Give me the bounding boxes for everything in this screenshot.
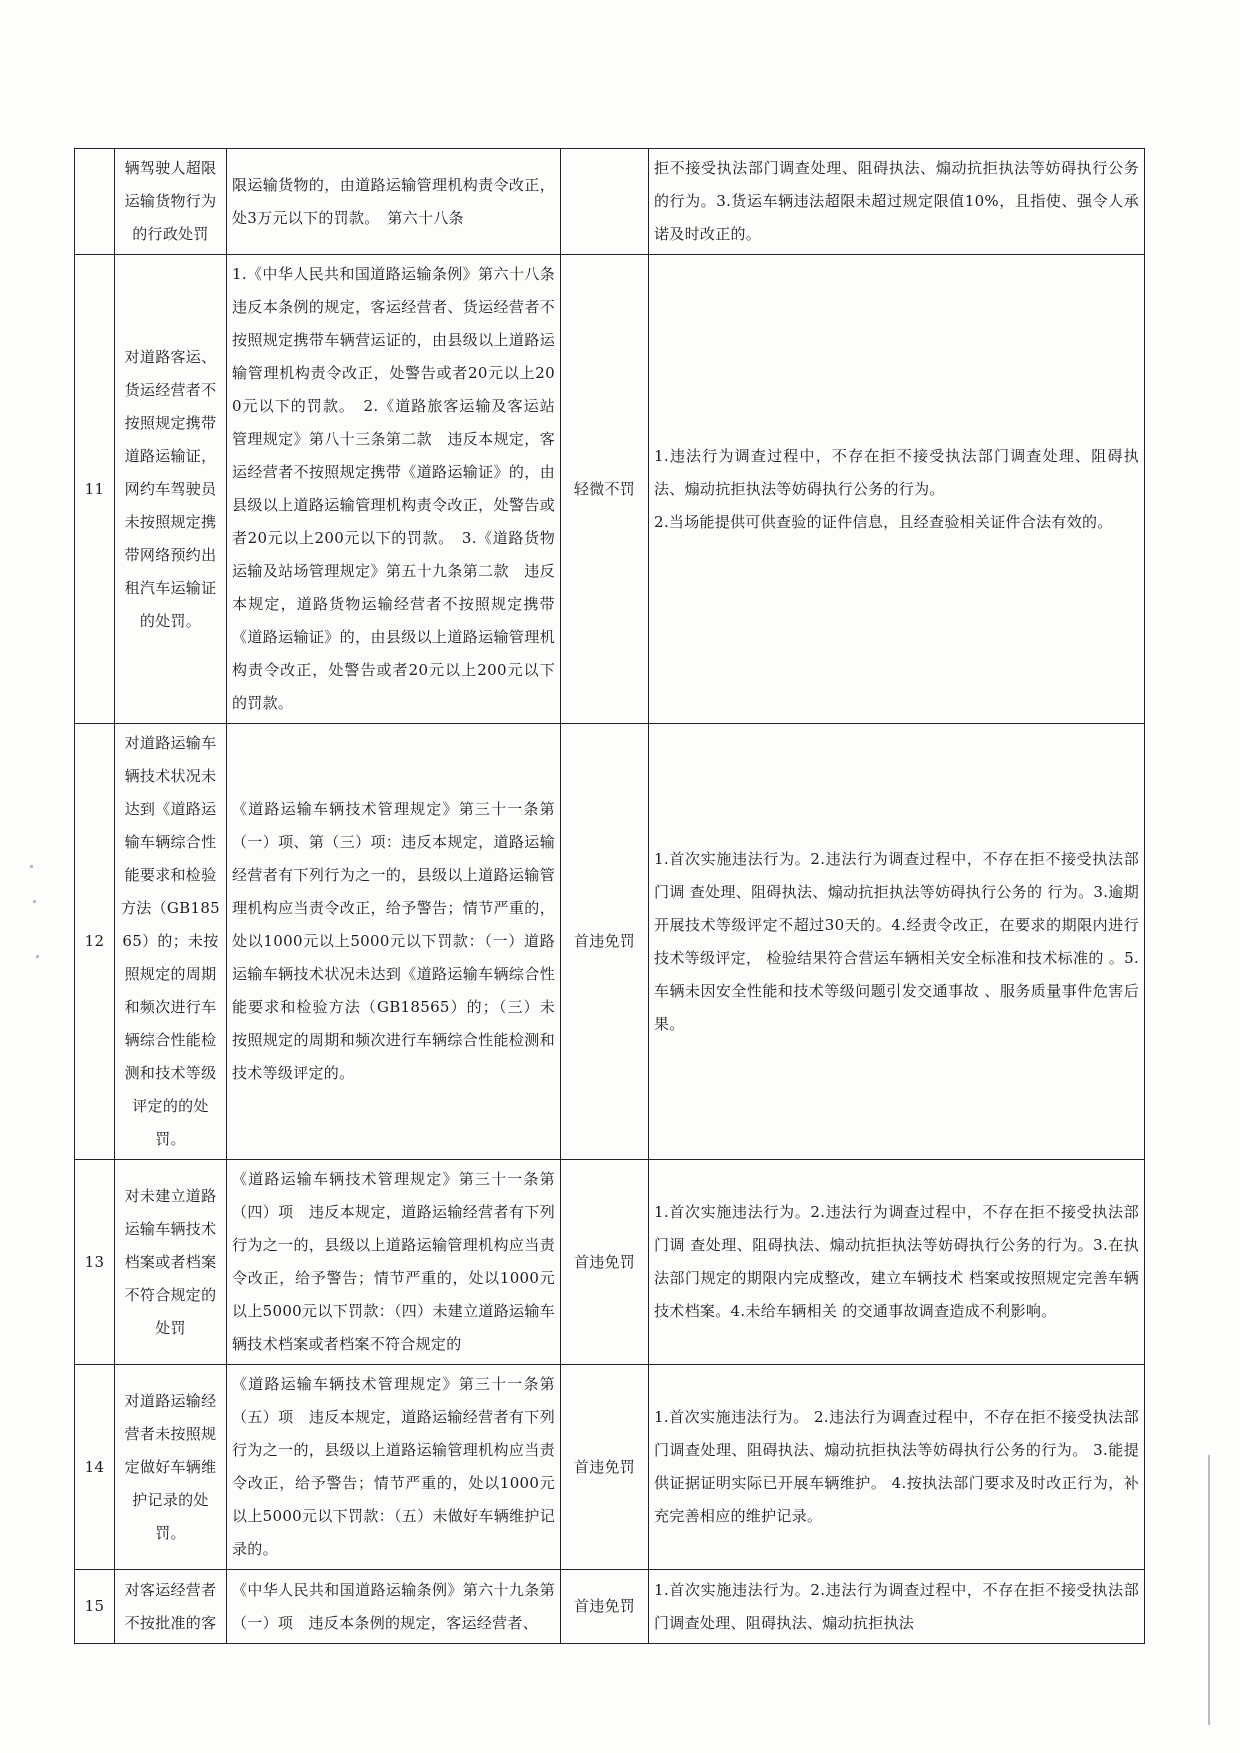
penalty-item: 对道路客运、货运经营者不按照规定携带道路运输证，网约车驾驶员未按照规定携带网络预约出租汽车运输证的处罚。 [115,255,227,724]
legal-basis: 《道路运输车辆技术管理规定》第三十一条第（一）项、第（三）项：违反本规定，道路运输经营者有下列行为之一的，县级以上道路运输管理机构应当责令改正，给予警告；情节严重的，处以1000元以上5000元以下罚款：（一）道路运输车辆技术状况未达到《道路运输车辆综合性能要求和检验方法（GB18565）的；（三）未按照规定的周期和频次进行车辆综合性能检测和技术等级评定的。 [227,724,561,1160]
row-number: 15 [75,1570,115,1644]
condition-text: 1.违法行为调查过程中，不存在拒不接受执法部门调查处理、阻碍执法、煽动抗拒执法等妨碍执行公务的行为。 [654,446,1139,498]
row-number: 14 [75,1365,115,1570]
table-row [75,1365,1145,1570]
penalty-item: 对道路运输车辆技术状况未达到《道路运输车辆综合性能要求和检验方法（GB18565）的；未按照规定的周期和频次进行车辆综合性能检测和技术等级评定的的处罚。 [115,724,227,1160]
table-row [75,255,1145,724]
table-row [75,1160,1145,1365]
exemption-type: 首违免罚 [561,1365,649,1570]
exemption-type [561,149,649,255]
legal-basis: 《中华人民共和国道路运输条例》第六十九条第（一）项 违反本条例的规定，客运经营者、 [227,1570,561,1644]
row-number [75,149,115,255]
exemption-conditions [649,1365,1145,1570]
exemption-type: 首违免罚 [561,724,649,1160]
table-row [75,149,1145,255]
exemption-conditions [649,1160,1145,1365]
legal-basis: 《道路运输车辆技术管理规定》第三十一条第（五）项 违反本规定，道路运输经营者有下列行为之一的，县级以上道路运输管理机构应当责令改正，给予警告；情节严重的，处以1000元以上5000元以下罚款：（五）未做好车辆维护记录的。 [227,1365,561,1570]
exemption-type: 轻微不罚 [561,255,649,724]
row-number: 11 [75,255,115,724]
condition-text: 1.首次实施违法行为。 2.违法行为调查过程中，不存在拒不接受执法部门调查处理、阻碍执法、煽动抗拒执法等妨碍执行公务的行为。 3.能提供证据证明实际已开展车辆维护。 4.按执法部门要求及时改正行为，补充完善相应的维护记录。 [654,1408,1139,1525]
penalty-item: 对道路运输经营者未按照规定做好车辆维护记录的处罚。 [115,1365,227,1570]
scan-mark [33,900,36,903]
exemption-conditions [649,1570,1145,1644]
row-number: 13 [75,1160,115,1365]
exemption-conditions [649,255,1145,724]
condition-text: 2.当场能提供可供查验的证件信息，且经查验相关证件合法有效的。 [654,512,1113,531]
legal-basis: 1.《中华人民共和国道路运输条例》第六十八条 违反本条例的规定，客运经营者、货运经营者不按照规定携带车辆营运证的，由县级以上道路运输管理机构责令改正，处警告或者20元以上200元以下的罚款。 2.《道路旅客运输及客运站管理规定》第八十三条第二款 违反本规定，客运经营者不按照规定携带《道路运输证》的，由县级以上道路运输管理机构责令改正，处警告或者20元以上200元以下的罚款。 3.《道路货物运输及站场管理规定》第五十九条第二款 违反本规定，道路货物运输经营者不按照规定携带《道路运输证》的，由县级以上道路运输管理机构责令改正，处警告或者20元以上200元以下的罚款。 [227,255,561,724]
scan-mark [36,955,39,958]
condition-text: 1.首次实施违法行为。2.违法行为调查过程中，不存在拒不接受执法部门调 查处理、阻碍执法、煽动抗拒执法等妨碍执行公务的 行为。3.逾期开展技术等级评定不超过30天的。4.经责令改正，在要求的期限内进行技术等级评定， 检验结果符合营运车辆相关安全标准和技术标准的 。5.车辆未因安全性能和技术等级问题引发交通事故 、服务质量事件危害后果。 [654,849,1139,1033]
exemption-conditions [649,149,1145,255]
exemption-type: 首违免罚 [561,1570,649,1644]
legal-basis: 《道路运输车辆技术管理规定》第三十一条第（四）项 违反本规定，道路运输经营者有下列行为之一的，县级以上道路运输管理机构应当责令改正，给予警告；情节严重的，处以1000元以上5000元以下罚款：（四）未建立道路运输车辆技术档案或者档案不符合规定的 [227,1160,561,1365]
scan-mark [30,865,33,868]
exemption-conditions [649,724,1145,1160]
condition-text: 1.首次实施违法行为。2.违法行为调查过程中，不存在拒不接受执法部门调 查处理、阻碍执法、煽动抗拒执法等妨碍执行公务的行为。3.在执法部门规定的期限内完成整改，建立车辆技术 档案或按照规定完善车辆技术档案。4.未给车辆相关 的交通事故调查造成不利影响。 [654,1203,1139,1320]
penalty-item: 对未建立道路运输车辆技术档案或者档案不符合规定的处罚 [115,1160,227,1365]
table-row [75,1570,1145,1644]
scan-edge-line [1208,1455,1210,1725]
penalty-item: 对客运经营者不按批准的客 [115,1570,227,1644]
legal-basis: 限运输货物的，由道路运输管理机构责令改正，处3万元以下的罚款。 第六十八条 [227,149,561,255]
penalty-exemption-table [74,148,1145,1644]
condition-text: 1.首次实施违法行为。2.违法行为调查过程中，不存在拒不接受执法部门调查处理、阻碍执法、煽动抗拒执法 [654,1580,1139,1632]
table-row [75,724,1145,1160]
exemption-type: 首违免罚 [561,1160,649,1365]
condition-text: 拒不接受执法部门调查处理、阻碍执法、煽动抗拒执法等妨碍执行公务的行为。3.货运车辆违法超限未超过规定限值10%，且指使、强令人承诺及时改正的。 [654,159,1139,243]
penalty-item: 辆驾驶人超限运输货物行为的行政处罚 [115,149,227,255]
row-number: 12 [75,724,115,1160]
